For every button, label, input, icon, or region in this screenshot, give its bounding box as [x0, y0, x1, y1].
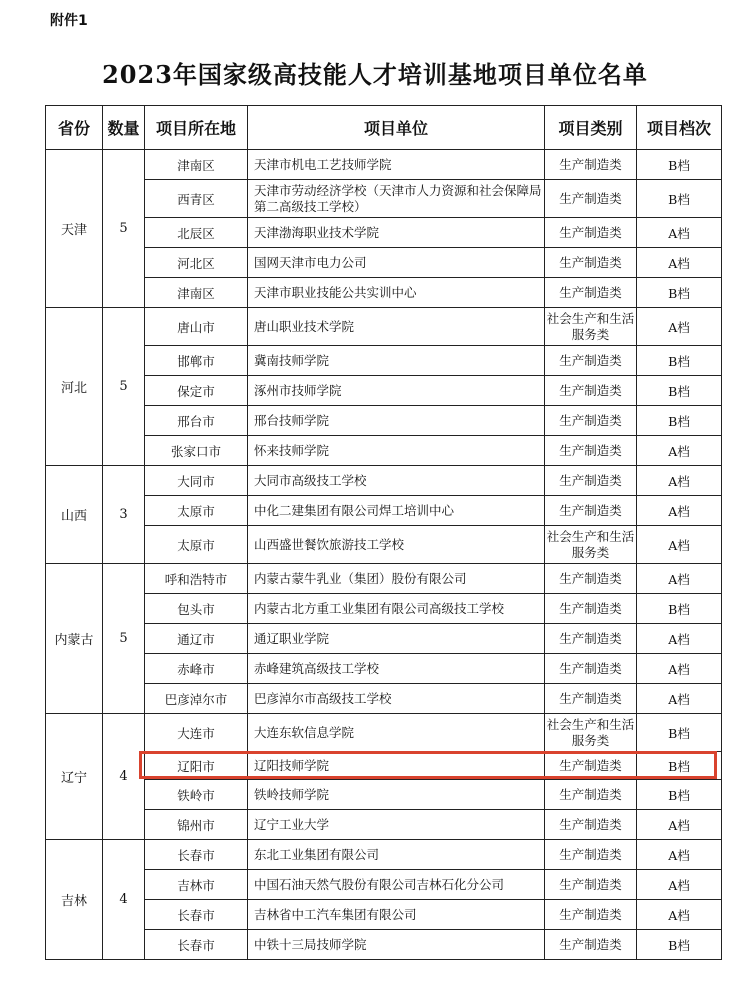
unit-cell: 辽阳技师学院	[248, 752, 545, 780]
location-cell: 北辰区	[145, 218, 248, 248]
category-cell: 生产制造类	[545, 654, 637, 684]
grade-cell: B档	[637, 780, 722, 810]
category-cell: 生产制造类	[545, 900, 637, 930]
table-row	[46, 930, 722, 960]
table-row	[46, 526, 722, 564]
category-cell: 生产制造类	[545, 376, 637, 406]
location-cell: 长春市	[145, 900, 248, 930]
unit-cell: 内蒙古蒙牛乳业（集团）股份有限公司	[248, 564, 545, 594]
category-cell: 生产制造类	[545, 564, 637, 594]
table-row	[46, 900, 722, 930]
grade-cell: B档	[637, 346, 722, 376]
grade-cell: B档	[637, 594, 722, 624]
header-location: 项目所在地	[145, 106, 248, 150]
location-cell: 西青区	[145, 180, 248, 218]
location-cell: 巴彦淖尔市	[145, 684, 248, 714]
category-cell: 生产制造类	[545, 594, 637, 624]
unit-cell: 辽宁工业大学	[248, 810, 545, 840]
grade-cell: A档	[637, 526, 722, 564]
unit-cell: 国网天津市电力公司	[248, 248, 545, 278]
location-cell: 吉林市	[145, 870, 248, 900]
unit-cell: 巴彦淖尔市高级技工学校	[248, 684, 545, 714]
grade-cell: A档	[637, 564, 722, 594]
location-cell: 张家口市	[145, 436, 248, 466]
grade-cell: A档	[637, 436, 722, 466]
unit-cell: 冀南技师学院	[248, 346, 545, 376]
unit-cell: 吉林省中工汽车集团有限公司	[248, 900, 545, 930]
unit-cell: 山西盛世餐饮旅游技工学校	[248, 526, 545, 564]
table-row	[46, 466, 722, 496]
category-cell: 生产制造类	[545, 218, 637, 248]
count-cell: 4	[103, 714, 145, 840]
table-row	[46, 406, 722, 436]
unit-cell: 赤峰建筑高级技工学校	[248, 654, 545, 684]
province-cell: 吉林	[46, 840, 103, 960]
grade-cell: B档	[637, 930, 722, 960]
grade-cell: A档	[637, 870, 722, 900]
unit-cell: 中化二建集团有限公司焊工培训中心	[248, 496, 545, 526]
location-cell: 津南区	[145, 150, 248, 180]
table-body	[46, 150, 722, 960]
unit-cell: 大同市高级技工学校	[248, 466, 545, 496]
location-cell: 太原市	[145, 526, 248, 564]
province-cell: 山西	[46, 466, 103, 564]
province-cell: 内蒙古	[46, 564, 103, 714]
unit-cell: 天津市劳动经济学校（天津市人力资源和社会保障局第二高级技工学校）	[248, 180, 545, 218]
location-cell: 锦州市	[145, 810, 248, 840]
category-cell: 生产制造类	[545, 248, 637, 278]
table-row	[46, 870, 722, 900]
location-cell: 赤峰市	[145, 654, 248, 684]
table-row	[46, 248, 722, 278]
unit-cell: 大连东软信息学院	[248, 714, 545, 752]
category-cell: 生产制造类	[545, 496, 637, 526]
province-cell: 天津	[46, 150, 103, 308]
unit-cell: 天津市职业技能公共实训中心	[248, 278, 545, 308]
province-cell: 辽宁	[46, 714, 103, 840]
province-cell: 河北	[46, 308, 103, 466]
table-row	[46, 624, 722, 654]
category-cell: 生产制造类	[545, 930, 637, 960]
page-title: 2023年国家级高技能人才培训基地项目单位名单	[102, 60, 648, 89]
table-row	[46, 810, 722, 840]
unit-cell: 天津渤海职业技术学院	[248, 218, 545, 248]
header-province: 省份	[46, 106, 103, 150]
header-category: 项目类别	[545, 106, 637, 150]
category-cell: 生产制造类	[545, 466, 637, 496]
grade-cell: A档	[637, 900, 722, 930]
table-row	[46, 496, 722, 526]
grade-cell: A档	[637, 308, 722, 346]
grade-cell: A档	[637, 496, 722, 526]
count-cell: 5	[103, 150, 145, 308]
grade-cell: B档	[637, 376, 722, 406]
category-cell: 生产制造类	[545, 150, 637, 180]
location-cell: 长春市	[145, 930, 248, 960]
header-unit: 项目单位	[248, 106, 545, 150]
count-cell: 3	[103, 466, 145, 564]
category-cell: 社会生产和生活服务类	[545, 308, 637, 346]
grade-cell: A档	[637, 810, 722, 840]
location-cell: 保定市	[145, 376, 248, 406]
location-cell: 长春市	[145, 840, 248, 870]
category-cell: 社会生产和生活服务类	[545, 526, 637, 564]
location-cell: 邯郸市	[145, 346, 248, 376]
unit-cell: 铁岭技师学院	[248, 780, 545, 810]
location-cell: 大连市	[145, 714, 248, 752]
unit-cell: 天津市机电工艺技师学院	[248, 150, 545, 180]
grade-cell: A档	[637, 840, 722, 870]
grade-cell: B档	[637, 278, 722, 308]
category-cell: 生产制造类	[545, 436, 637, 466]
location-cell: 辽阳市	[145, 752, 248, 780]
grade-cell: B档	[637, 752, 722, 780]
table-row	[46, 780, 722, 810]
category-cell: 生产制造类	[545, 684, 637, 714]
grade-cell: B档	[637, 150, 722, 180]
grade-cell: B档	[637, 714, 722, 752]
grade-cell: A档	[637, 624, 722, 654]
category-cell: 生产制造类	[545, 180, 637, 218]
table-row	[46, 308, 722, 346]
table-row	[46, 684, 722, 714]
attachment-label: 附件1	[50, 13, 88, 29]
category-cell: 生产制造类	[545, 752, 637, 780]
grade-cell: A档	[637, 218, 722, 248]
table-row	[46, 376, 722, 406]
unit-cell: 怀来技师学院	[248, 436, 545, 466]
table-row	[46, 436, 722, 466]
unit-cell: 涿州市技师学院	[248, 376, 545, 406]
count-cell: 5	[103, 308, 145, 466]
location-cell: 河北区	[145, 248, 248, 278]
unit-cell: 中铁十三局技师学院	[248, 930, 545, 960]
table-row	[46, 654, 722, 684]
category-cell: 生产制造类	[545, 346, 637, 376]
table-row	[46, 564, 722, 594]
category-cell: 生产制造类	[545, 406, 637, 436]
header-grade: 项目档次	[637, 106, 722, 150]
unit-cell: 中国石油天然气股份有限公司吉林石化分公司	[248, 870, 545, 900]
count-cell: 4	[103, 840, 145, 960]
table-row	[46, 180, 722, 218]
location-cell: 唐山市	[145, 308, 248, 346]
table-row	[46, 714, 722, 752]
category-cell: 社会生产和生活服务类	[545, 714, 637, 752]
category-cell: 生产制造类	[545, 840, 637, 870]
location-cell: 呼和浩特市	[145, 564, 248, 594]
table-row	[46, 278, 722, 308]
location-cell: 铁岭市	[145, 780, 248, 810]
location-cell: 大同市	[145, 466, 248, 496]
grade-cell: B档	[637, 406, 722, 436]
location-cell: 通辽市	[145, 624, 248, 654]
table-header-row	[46, 106, 722, 150]
count-cell: 5	[103, 564, 145, 714]
category-cell: 生产制造类	[545, 870, 637, 900]
header-count: 数量	[103, 106, 145, 150]
unit-cell: 邢台技师学院	[248, 406, 545, 436]
base-list-table	[45, 105, 722, 960]
location-cell: 邢台市	[145, 406, 248, 436]
location-cell: 太原市	[145, 496, 248, 526]
table-row	[46, 840, 722, 870]
table-row	[46, 346, 722, 376]
category-cell: 生产制造类	[545, 278, 637, 308]
grade-cell: A档	[637, 466, 722, 496]
unit-cell: 东北工业集团有限公司	[248, 840, 545, 870]
category-cell: 生产制造类	[545, 810, 637, 840]
category-cell: 生产制造类	[545, 624, 637, 654]
grade-cell: A档	[637, 248, 722, 278]
grade-cell: B档	[637, 180, 722, 218]
unit-cell: 内蒙古北方重工业集团有限公司高级技工学校	[248, 594, 545, 624]
location-cell: 包头市	[145, 594, 248, 624]
grade-cell: A档	[637, 684, 722, 714]
grade-cell: A档	[637, 654, 722, 684]
category-cell: 生产制造类	[545, 780, 637, 810]
table-row	[46, 150, 722, 180]
unit-cell: 通辽职业学院	[248, 624, 545, 654]
location-cell: 津南区	[145, 278, 248, 308]
table-row	[46, 752, 722, 780]
table-row	[46, 218, 722, 248]
unit-cell: 唐山职业技术学院	[248, 308, 545, 346]
table-row	[46, 594, 722, 624]
